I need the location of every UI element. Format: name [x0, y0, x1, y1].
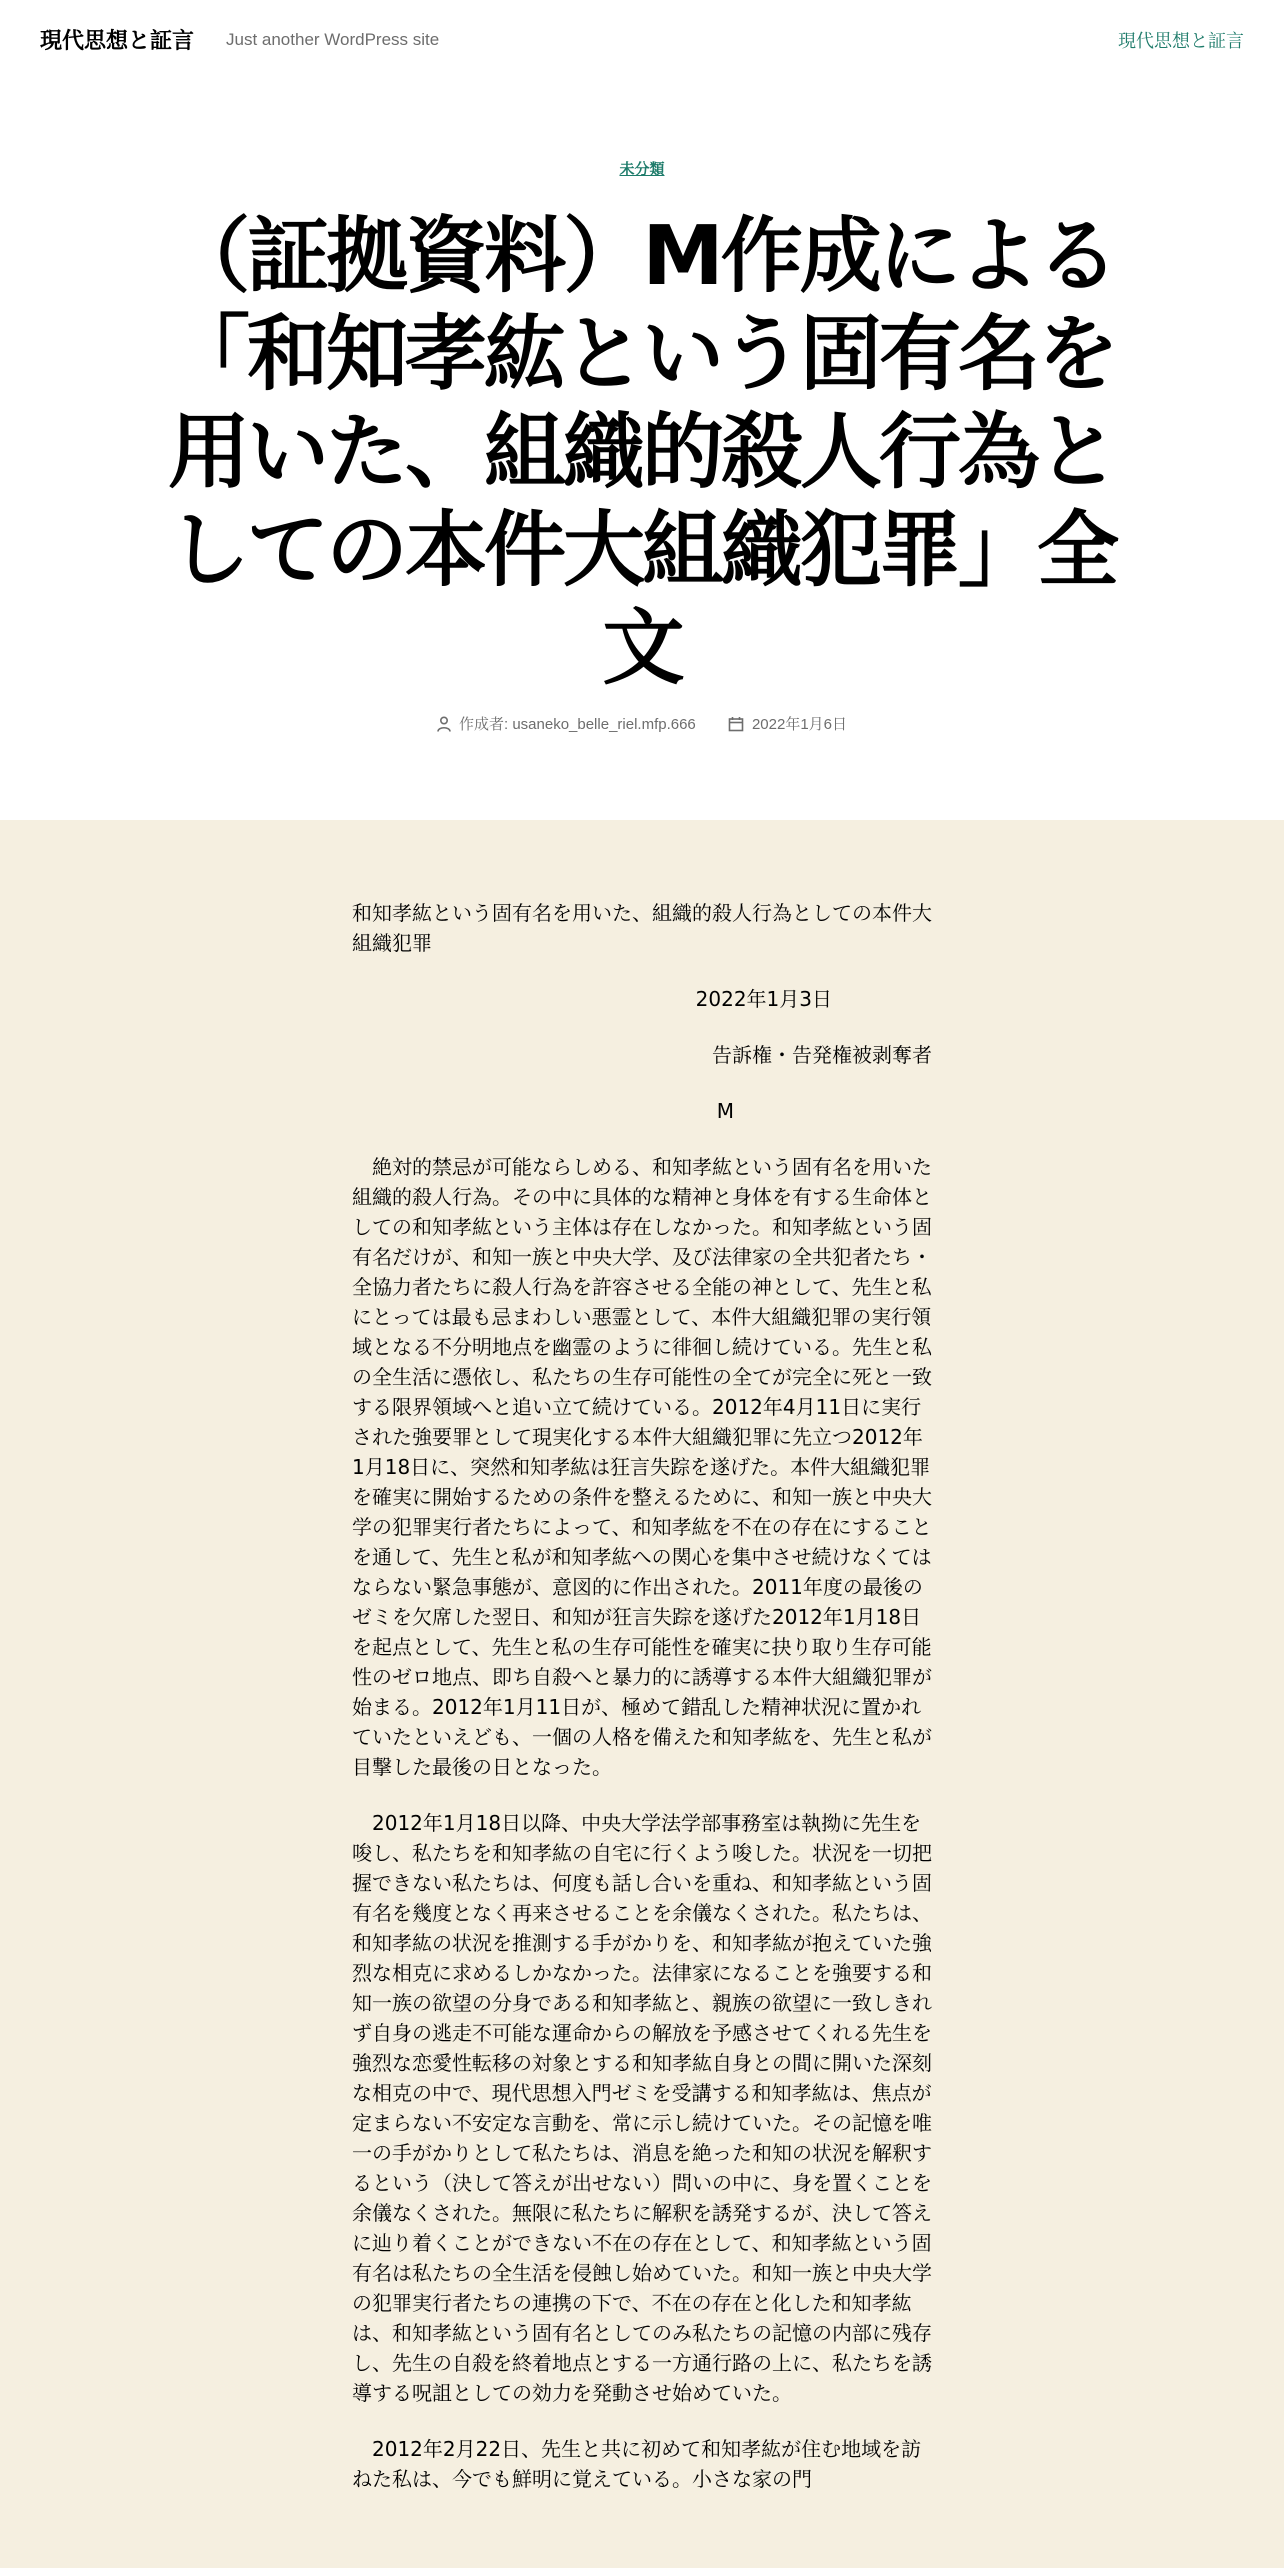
content-signature: M	[716, 1099, 734, 1123]
paragraph: 絶対的禁忌が可能ならしめる、和知孝紘という固有名を用いた組織的殺人行為。その中に具体的な精神と身体を有する生命体としての和知孝紘という主体は存在しなかった。和知孝紘という固有名だけが、和知一族と中央大学、及び法律家の全共犯者たち・全協力者たちに殺人行為を許容させる全能の神として、先生と私にとっては最も忌まわしい悪霊として、本件大組織犯罪の実行領域となる不分明地点を幽霊のように徘徊し続けている。先生と私の全生活に憑依し、私たちの生存可能性の全てが完全に死と一致する限界領域へと追い立て続けている。2012年4月11日に実行された強要罪として現実化する本件大組織犯罪に先立つ2012年1月18日に、突然和知孝紘は狂言失踪を遂げた。本件大組織犯罪を確実に開始するための条件を整えるために、和知一族と中央大学の犯罪実行者たちによって、和知孝紘を不在の存在にすることを通して、先生と私が和知孝紘への関心を集中させ続けなくてはならない緊急事態が、意図的に作出された。2011年度の最後のゼミを欠席した翌日、和知が狂言失踪を遂げた2012年1月18日を起点として、先生と私の生存可能性を確実に抉り取り生存可能性のゼロ地点、即ち自殺へと暴力的に誘導する本件大組織犯罪が始まる。2012年1月11日が、極めて錯乱した精神状況に置かれていたといえども、一個の人格を備えた和知孝紘を、先生と私が目撃した最後の日となった。	[352, 1155, 932, 1779]
post-header	[0, 78, 1284, 820]
content-author-line: 告訴権・告発権被剥奪者	[712, 1043, 932, 1067]
calendar-icon	[728, 716, 744, 732]
entry-body	[352, 898, 932, 2520]
site-title[interactable]: 現代思想と証言	[40, 29, 195, 54]
content-heading: 和知孝紘という固有名を用いた、組織的殺人行為としての本件大組織犯罪	[352, 901, 932, 955]
post-author-link[interactable]: 作成者: usaneko_belle_riel.mfp.666	[458, 716, 696, 733]
post-author	[437, 713, 696, 734]
category-link[interactable]: 未分類	[619, 160, 665, 178]
site-header	[0, 0, 1284, 78]
post-content	[0, 820, 1284, 2568]
paragraph: 2012年2月22日、先生と共に初めて和知孝紘が住む地域を訪ねた私は、今でも鮮明に覚えている。小さな家の門	[352, 2437, 922, 2491]
post-date	[728, 713, 847, 734]
category-container	[0, 158, 1284, 179]
post-meta	[0, 713, 1284, 736]
nav-link-home[interactable]: 現代思想と証言	[1118, 31, 1244, 52]
site-description: Just another WordPress site	[226, 30, 440, 49]
content-date: 2022年1月3日	[695, 987, 832, 1011]
post-title: （証拠資料）M作成による「和知孝紘という固有名を用いた、組織的殺人行為としての本件大組織犯罪」全文	[167, 209, 1116, 696]
paragraph: 2012年1月18日以降、中央大学法学部事務室は執拗に先生を唆し、私たちを和知孝紘の自宅に行くよう唆した。状況を一切把握できない私たちは、何度も話し合いを重ね、和知孝紘という固有名を幾度となく再来させることを余儀なくされた。私たちは、和知孝紘の状況を推測する手がかりを、和知孝紘が抱えていた強烈な相克に求めるしかなかった。法律家になることを強要する和知一族の欲望の分身である和知孝紘と、親族の欲望に一致しきれず自身の逃走不可能な運命からの解放を予感させてくれる先生を強烈な恋愛性転移の対象とする和知孝紘自身との間に開いた深刻な相克の中で、現代思想入門ゼミを受講する和知孝紘は、焦点が定まらない不安定な言動を、常に示し続けていた。その記憶を唯一の手がかりとして私たちは、消息を絶った和知の状況を解釈するという（決して答えが出せない）問いの中に、身を置くことを余儀なくされた。無限に私たちに解釈を誘発するが、決して答えに辿り着くことができない不在の存在として、和知孝紘という固有名は私たちの全生活を侵蝕し始めていた。和知一族と中央大学の犯罪実行者たちの連携の下で、不在の存在と化した和知孝紘は、和知孝紘という固有名としてのみ私たちの記憶の内部に残存し、先生の自殺を終着地点とする一方通行路の上に、私たちを誘導する呪詛としての効力を発動させ始めていた。	[352, 1811, 932, 2405]
post-date-link[interactable]: 2022年1月6日	[751, 716, 848, 733]
person-icon	[437, 716, 451, 732]
